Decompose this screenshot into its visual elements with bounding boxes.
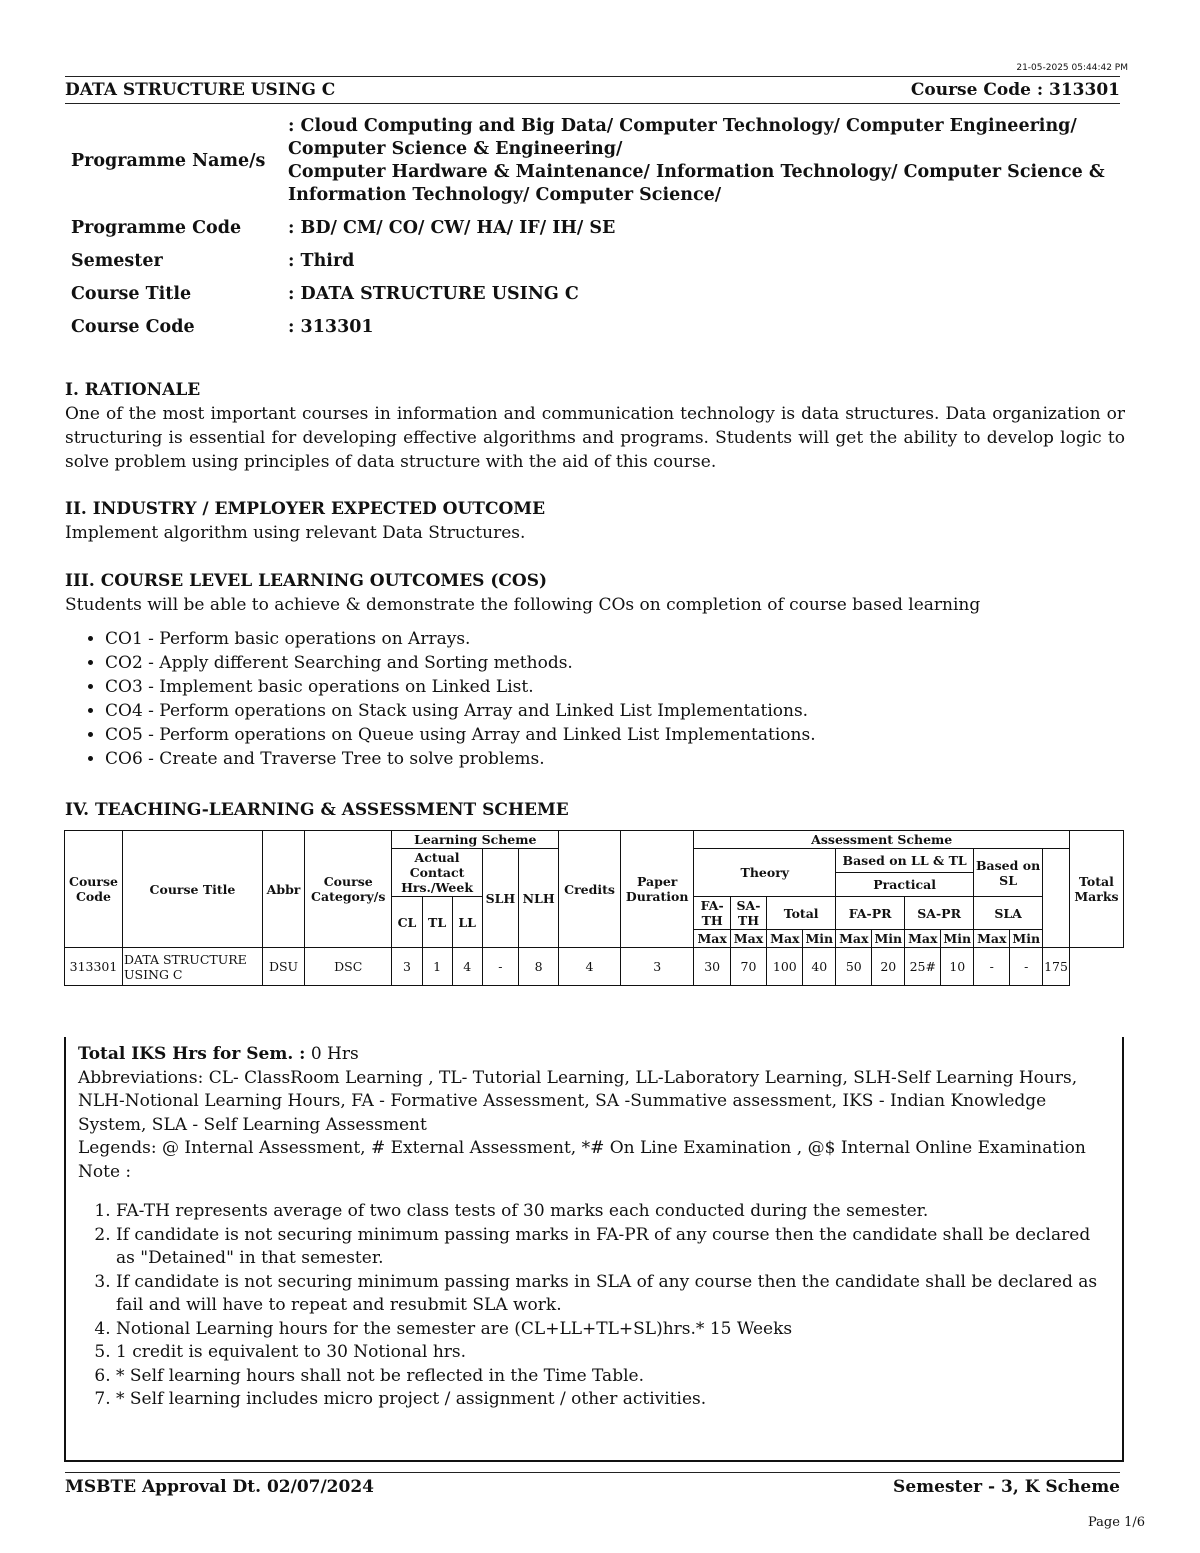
section-title: I. RATIONALE [65, 380, 201, 400]
table-cell: 20 [872, 948, 905, 986]
col-header: Theory [694, 849, 836, 897]
section-title: II. INDUSTRY / EMPLOYER EXPECTED OUTCOME [65, 499, 546, 519]
table-cell: 40 [803, 948, 836, 986]
list-item: 3. If candidate is not securing minimum passing marks in SLA of any course then the candidate shall be declared as fail and will have to repeat and resubmit SLA work. [116, 1271, 1110, 1318]
section-title: IV. TEACHING-LEARNING & ASSESSMENT SCHEME [65, 800, 569, 820]
list-item: 5. 1 credit is equivalent to 30 Notional hrs. [116, 1341, 1110, 1365]
table-cell: 1 [422, 948, 452, 986]
col-header: Course Title [122, 831, 262, 948]
col-header: Total [767, 897, 836, 930]
info-row [65, 311, 1125, 344]
col-header: Max [974, 930, 1010, 948]
col-header: LL [452, 897, 482, 948]
timestamp: 21-05-2025 05:44:42 PM [1016, 63, 1128, 73]
page-footer [65, 1472, 1120, 1497]
table-cell: DATA STRUCTURE USING C [122, 948, 262, 986]
page-header [65, 76, 1120, 104]
list-item: 4. Notional Learning hours for the semester are (CL+LL+TL+SL)hrs.* 15 Weeks [116, 1318, 1110, 1342]
col-header: Course Category/s [305, 831, 392, 948]
list-item: 1. FA-TH represents average of two class tests of 30 marks each conducted during the semester. [116, 1200, 1110, 1224]
col-header: Learning Scheme [392, 831, 559, 849]
section-title: III. COURSE LEVEL LEARNING OUTCOMES (COS) [65, 571, 548, 591]
iks-value: 0 Hrs [305, 1044, 359, 1064]
col-header: Min [941, 930, 974, 948]
col-header: Total Marks [1069, 831, 1123, 948]
course-info-table [65, 110, 1125, 344]
list-item: • CO1 - Perform basic operations on Arrays. [105, 627, 1125, 651]
list-item: 2. If candidate is not securing minimum passing marks in FA-PR of any course then the candidate shall be declared as "Detained" in that semester. [116, 1224, 1110, 1271]
list-item: • CO4 - Perform operations on Stack using Array and Linked List Implementations. [105, 699, 1125, 723]
table-cell: 313301 [65, 948, 123, 986]
iks-label: Total IKS Hrs for Sem. : [78, 1044, 306, 1064]
table-cell: 50 [836, 948, 872, 986]
col-header: Min [1010, 930, 1043, 948]
info-label: Programme Code [71, 218, 242, 238]
col-header: SLH [482, 849, 518, 948]
col-header: FA-PR [836, 897, 905, 930]
col-header: Assessment Scheme [694, 831, 1069, 849]
col-header: Max [905, 930, 941, 948]
col-header: Max [836, 930, 872, 948]
info-value: : 313301 [288, 317, 374, 337]
col-header: NLH [519, 849, 559, 948]
col-header: SA-PR [905, 897, 974, 930]
info-row [65, 110, 1125, 212]
cos-list [65, 627, 1125, 771]
table-cell: 175 [1043, 948, 1070, 986]
industry-text: Implement algorithm using relevant Data Structures. [65, 523, 526, 543]
table-cell: 100 [767, 948, 803, 986]
col-header: Abbr [262, 831, 304, 948]
rationale-section [65, 378, 1125, 474]
info-label: Course Title [71, 284, 192, 304]
notes-box [64, 1037, 1124, 1462]
col-header: Actual Contact Hrs./Week [392, 849, 482, 897]
table-row [65, 948, 1124, 986]
page-number: Page 1/6 [1088, 1515, 1145, 1530]
info-value: : Cloud Computing and Big Data/ Computer Technology/ Computer Engineering/ Computer Science & Engineering/ Computer Hardware & Maintenance/ Information Technology/ Computer Science & Information Technology/ Computer Science/ [288, 116, 1105, 205]
scheme-section [65, 798, 1125, 822]
info-row [65, 245, 1125, 278]
table-cell: - [482, 948, 518, 986]
list-item: 6. * Self learning hours shall not be reflected in the Time Table. [116, 1365, 1110, 1389]
table-cell: - [974, 948, 1010, 986]
list-item: • CO6 - Create and Traverse Tree to solve problems. [105, 747, 1125, 771]
list-item: • CO2 - Apply different Searching and Sorting methods. [105, 651, 1125, 675]
col-header: Max [767, 930, 803, 948]
scheme-table [64, 830, 1124, 986]
table-cell: 4 [559, 948, 621, 986]
info-label: Course Code [71, 317, 195, 337]
table-cell: 3 [620, 948, 694, 986]
col-header: Min [872, 930, 905, 948]
list-item: • CO3 - Implement basic operations on Linked List. [105, 675, 1125, 699]
col-header: Max [694, 930, 730, 948]
list-item: 7. * Self learning includes micro project / assignment / other activities. [116, 1388, 1110, 1412]
col-header: FA-TH [694, 897, 730, 930]
col-header: Max [730, 930, 766, 948]
table-cell: 10 [941, 948, 974, 986]
info-value: : Third [288, 251, 355, 271]
info-row [65, 212, 1125, 245]
col-header: Paper Duration [620, 831, 694, 948]
table-cell: 8 [519, 948, 559, 986]
notes-list [78, 1200, 1110, 1412]
semester-scheme: Semester - 3, K Scheme [893, 1477, 1120, 1497]
col-header: SA-TH [730, 897, 766, 930]
col-header: Based on SL [974, 849, 1043, 897]
col-header: TL [422, 897, 452, 948]
col-header: Min [803, 930, 836, 948]
table-cell: 30 [694, 948, 730, 986]
info-value: : BD/ CM/ CO/ CW/ HA/ IF/ IH/ SE [288, 218, 616, 238]
table-cell: 4 [452, 948, 482, 986]
industry-section [65, 497, 1125, 545]
abbreviations-text: Abbreviations: CL- ClassRoom Learning , TL- Tutorial Learning, LL-Laboratory Learning, SLH-Self Learning Hours, NLH-Notional Learning Hours, FA - Formative Assessment, SA -Summative assessment, IKS - Indian Knowledge System, SLA - Self Learning Assessment [78, 1067, 1078, 1135]
header-course-title: DATA STRUCTURE USING C [65, 80, 336, 100]
table-cell: DSC [305, 948, 392, 986]
iks-hours [78, 1043, 1110, 1067]
col-header: CL [392, 897, 422, 948]
col-header: Based on LL & TL [836, 849, 974, 873]
approval-date: MSBTE Approval Dt. 02/07/2024 [65, 1477, 374, 1497]
table-cell: 25# [905, 948, 941, 986]
table-cell: DSU [262, 948, 304, 986]
table-cell: - [1010, 948, 1043, 986]
note-label: Note : [78, 1161, 132, 1182]
legends-text: Legends: @ Internal Assessment, # External Assessment, *# On Line Examination , @$ Internal Online Examination [78, 1138, 1086, 1158]
header-course-code: Course Code : 313301 [910, 80, 1120, 100]
info-row [65, 278, 1125, 311]
col-header: Credits [559, 831, 621, 948]
list-item: • CO5 - Perform operations on Queue using Array and Linked List Implementations. [105, 723, 1125, 747]
col-header: SLA [974, 897, 1043, 930]
table-cell: 3 [392, 948, 422, 986]
table-cell: 70 [730, 948, 766, 986]
col-header: Practical [836, 873, 974, 897]
info-label: Programme Name/s [71, 150, 266, 171]
cos-section [65, 569, 1125, 771]
cos-intro: Students will be able to achieve & demonstrate the following COs on completion of course based learning [65, 595, 981, 615]
col-header: Course Code [65, 831, 123, 948]
rationale-text: One of the most important courses in information and communication technology is data structures. Data organization or structuring is essential for developing effective algorithms and programs. Students will get the ability to develop logic to solve problem using principles of data structure with the aid of this course. [65, 404, 1125, 472]
info-label: Semester [71, 251, 163, 271]
info-value: : DATA STRUCTURE USING C [288, 284, 579, 304]
